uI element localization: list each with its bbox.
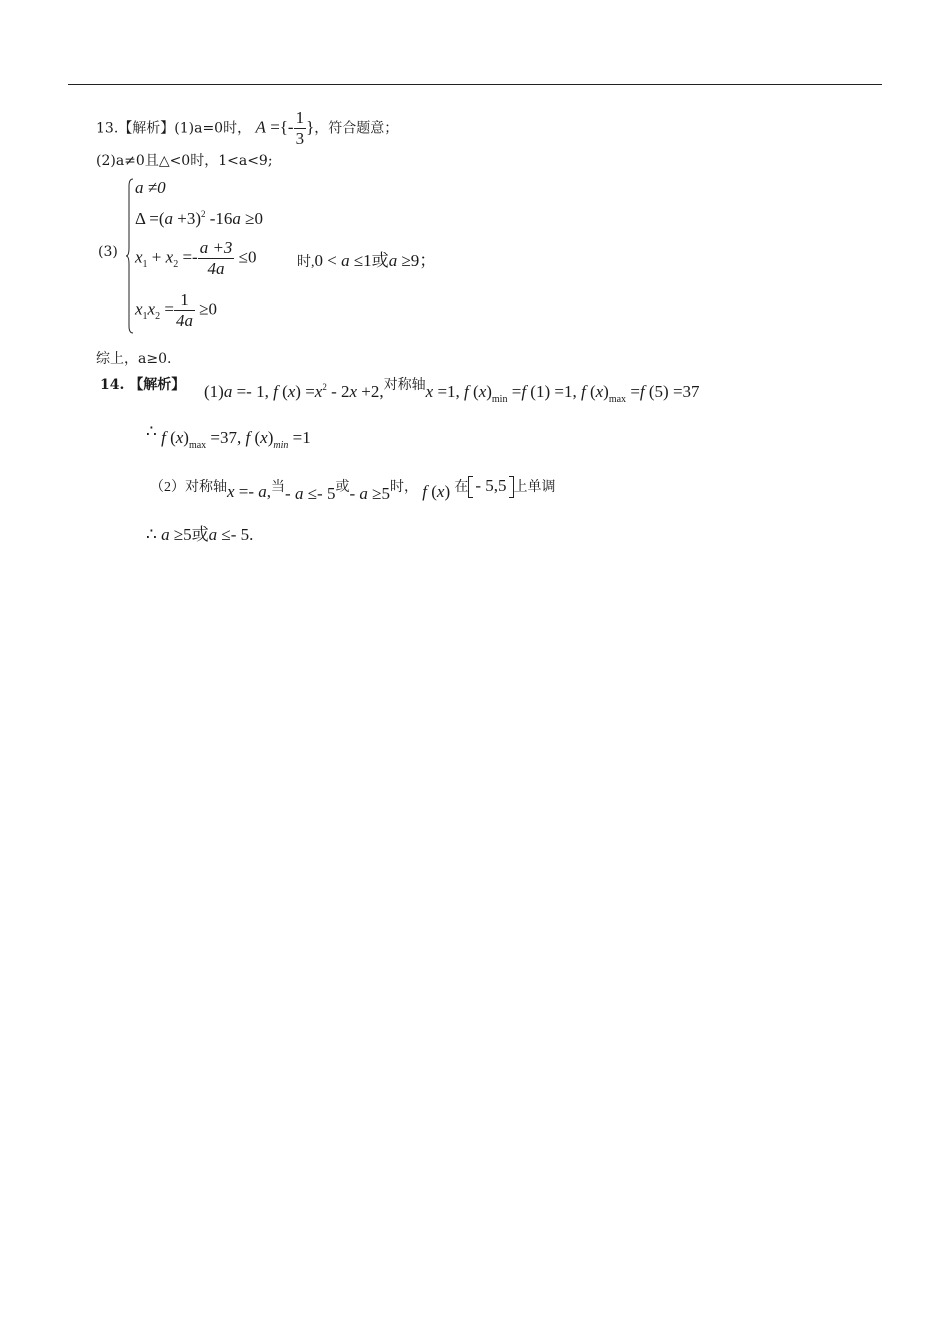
system-row-4: $x_1x_2$ = $\frac{1}{4a}$ ≥0 [135, 290, 218, 330]
q14-line3: （2）对称轴x =- a,当- a ≤- 5或- a ≥5时， f (x) 在 - 5,5 上单调 [150, 476, 556, 503]
q13-line1: 13.【解析】(1)a=0时， A ={- $\frac{1}{3}$ }，符合题意； [96, 108, 399, 148]
system-row-3: $x_1 + x_2$ =- $\frac{a +3}{4a}$ ≤0 [135, 238, 257, 278]
interval-values: - 5,5 [475, 476, 507, 495]
q13-heading: 13.【解析】 [96, 120, 175, 137]
interval-left-bracket [468, 476, 473, 498]
q13-case3-label: (3) [98, 244, 118, 260]
q13-case3-result: 时,0 < a ≤1或a ≥9； [297, 251, 437, 270]
fraction-sum: $\frac{a +3}{4a}$ [199, 238, 233, 278]
fraction-one-third: $\frac{1}{3}$ [295, 108, 305, 148]
header-rule [68, 84, 882, 85]
q14-heading: 14. 【解析】 [100, 377, 186, 393]
system-row-1: a ≠0 [135, 178, 166, 197]
left-brace [126, 178, 134, 334]
q14-line2: ∴ f $(x)_{max} =37$, f $(x)_{min} =1$ [146, 422, 311, 451]
fraction-product: $\frac{1}{4a}$ [175, 290, 193, 330]
q14-line1: (1)a =- 1, f $(x) =x^2 - 2x +2,^{对称轴}x =1$, f $(x)_{min} =f$ (1) =1, f $(x)_{max} =f$ (5) =37 [204, 378, 700, 405]
q14-line4: ∴ a ≥5或a ≤- 5. [146, 525, 254, 544]
q13-case2: (2)a≠0且△<0时，1<a<9; [96, 153, 273, 169]
system-row-2: $\Delta =(a +3)^2$ -16a ≥0 [135, 209, 264, 228]
q13-summary: 综上，a≥0. [96, 351, 172, 367]
